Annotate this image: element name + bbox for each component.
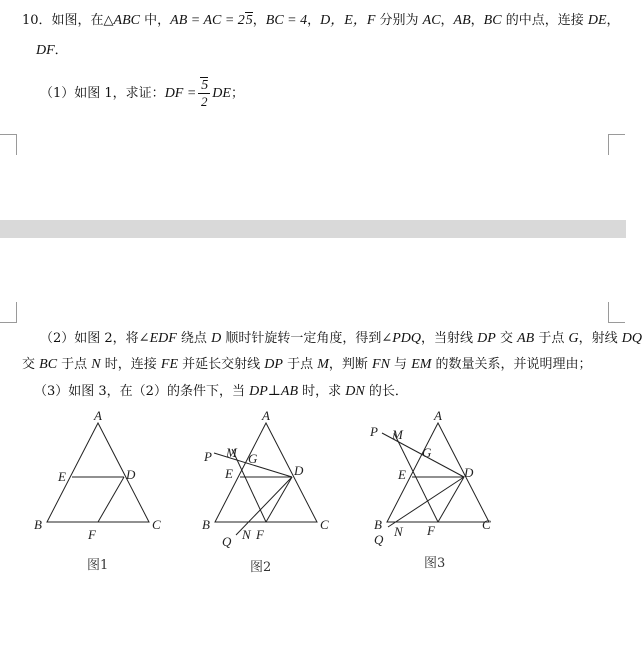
math: EDF <box>149 331 177 346</box>
label-m: M <box>226 445 237 460</box>
text: ， <box>440 13 454 28</box>
page-gap <box>0 220 626 238</box>
text: 交 <box>495 331 518 346</box>
math: FN <box>372 357 390 372</box>
segment-df <box>438 477 464 522</box>
figure-1-caption: 图1 <box>87 558 109 573</box>
label-c: C <box>152 517 161 532</box>
math: AC <box>422 13 441 28</box>
label-q: Q <box>222 534 232 549</box>
text: 于点 <box>534 331 569 346</box>
math: AB = AC = 2 <box>170 13 245 28</box>
label-q: Q <box>374 532 384 547</box>
label-d: D <box>126 467 136 482</box>
text: （2）如图 2，将∠ <box>40 331 150 346</box>
label-g: G <box>248 451 258 466</box>
math: M <box>317 357 329 372</box>
text: 如图，在△ <box>51 13 114 28</box>
label-e: E <box>58 469 66 484</box>
label-c: C <box>320 517 329 532</box>
text: 交 <box>22 357 40 372</box>
figure-3-diagram <box>370 405 510 555</box>
figure-2-caption: 图2 <box>250 560 272 575</box>
text: 时，求 <box>298 384 346 399</box>
text: ． <box>54 43 68 58</box>
part2-line1 <box>40 330 642 348</box>
text: 中， <box>140 13 171 28</box>
text: 于点 <box>282 357 318 372</box>
text: （1）如图 1，求证： <box>40 86 165 101</box>
label-f: F <box>88 527 96 542</box>
math: D <box>211 331 222 346</box>
math: FE <box>160 357 179 372</box>
label-b: B <box>202 517 210 532</box>
text: ，射线 <box>578 331 622 346</box>
label-a: A <box>262 408 270 423</box>
label-f: F <box>427 523 435 538</box>
label-g: G <box>422 445 432 460</box>
label-n: N <box>394 524 403 539</box>
math: AB <box>453 13 471 28</box>
math: D，E，F <box>320 13 376 28</box>
text: 绕点 <box>176 331 212 346</box>
math: EM <box>411 357 432 372</box>
math: AB <box>517 331 535 346</box>
label-c: C <box>482 517 491 532</box>
text: 的中点，连接 <box>501 13 588 28</box>
text: 于点 <box>57 357 92 372</box>
math: DE <box>212 86 231 101</box>
corner-mark-bl <box>0 302 17 323</box>
math: PDQ <box>392 331 421 346</box>
label-f: F <box>256 527 264 542</box>
math: DQ <box>621 331 642 346</box>
label-b: B <box>374 517 382 532</box>
problem-intro-line1 <box>22 12 620 30</box>
label-p: P <box>370 424 378 439</box>
text: ； <box>230 86 244 101</box>
label-p: P <box>204 449 212 464</box>
text: ， <box>470 13 484 28</box>
part3-line <box>34 383 408 401</box>
part2-line2 <box>22 356 592 374</box>
label-d: D <box>294 463 304 478</box>
label-d: D <box>464 465 474 480</box>
corner-mark-tl <box>0 134 17 155</box>
math: BC <box>483 13 502 28</box>
ray-dq <box>388 477 464 527</box>
fraction <box>198 78 210 109</box>
figure-1 <box>30 405 170 549</box>
math: G <box>568 331 579 346</box>
text: ， <box>307 13 321 28</box>
math: DP <box>477 331 496 346</box>
text: ， <box>252 13 266 28</box>
problem-number: 10． <box>22 13 52 28</box>
math: DN <box>345 384 365 399</box>
part1-line <box>40 76 244 112</box>
sqrt: 5 <box>245 13 253 28</box>
math: DP⊥AB <box>249 384 299 399</box>
text: ，判断 <box>328 357 373 372</box>
figure-3-caption: 图3 <box>424 556 446 571</box>
label-a: A <box>94 408 102 423</box>
text: 的数量关系，并说明理由； <box>431 357 592 372</box>
math: DF <box>36 43 55 58</box>
text: （3）如图 3，在（2）的条件下，当 <box>34 384 250 399</box>
label-e: E <box>225 466 233 481</box>
text: 顺时针旋转一定角度，得到∠ <box>221 331 393 346</box>
text: 时，连接 <box>100 357 161 372</box>
text: ， <box>606 13 620 28</box>
corner-mark-tr <box>608 134 625 155</box>
sqrt: 5 <box>201 78 209 93</box>
label-a: A <box>434 408 442 423</box>
label-n: N <box>242 527 251 542</box>
math: DF = <box>164 86 197 101</box>
text: 与 <box>389 357 412 372</box>
text: 并延长交射线 <box>178 357 265 372</box>
segment-df <box>98 477 124 522</box>
math: BC <box>39 357 58 372</box>
problem-intro-line2 <box>36 42 68 60</box>
text: 的长． <box>364 384 408 399</box>
figure-2-diagram <box>198 405 338 555</box>
math: ABC <box>113 13 140 28</box>
denominator: 2 <box>201 94 208 109</box>
text: ，当射线 <box>421 331 478 346</box>
label-b: B <box>34 517 42 532</box>
label-m: M <box>392 427 403 442</box>
corner-mark-br <box>608 302 625 323</box>
math: N <box>91 357 101 372</box>
text: 分别为 <box>375 13 423 28</box>
figure-1-diagram <box>30 405 170 545</box>
label-e: E <box>398 467 406 482</box>
math: BC = 4 <box>265 13 308 28</box>
math: DP <box>264 357 283 372</box>
figure-2 <box>198 405 338 559</box>
figure-3 <box>370 405 510 559</box>
math: DE <box>587 13 607 28</box>
